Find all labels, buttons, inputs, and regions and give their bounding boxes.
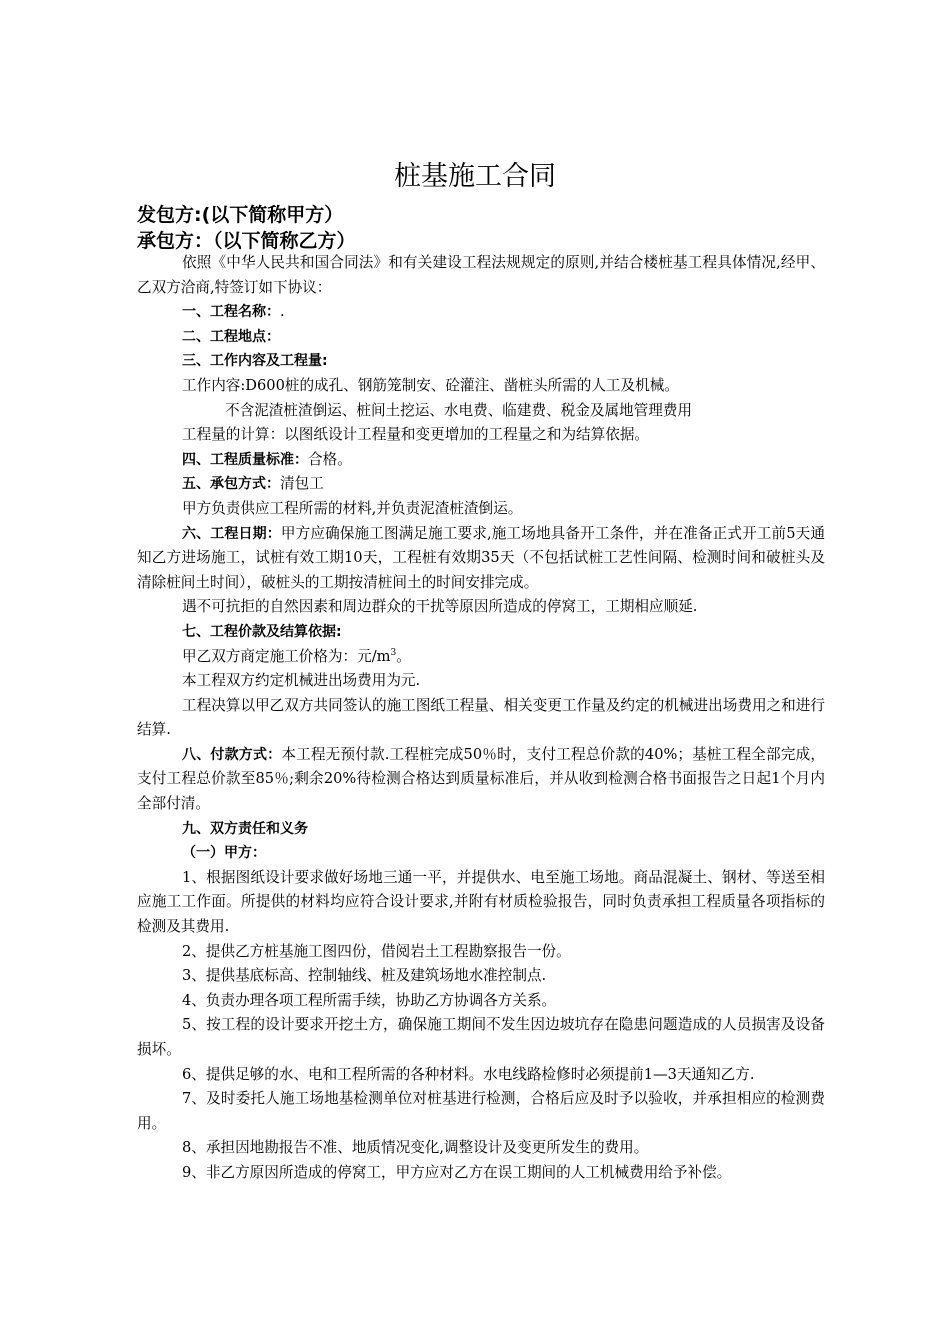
party-a-item: 7、及时委托人施工场地基检测单位对桩基进行检测，合格后应及时予以验收，并承担相应的检测费用。 <box>137 1090 825 1132</box>
section-quality <box>137 448 825 473</box>
party-a-item: 3、提供基底标高、控制轴线、桩及建筑场地水准控制点. <box>182 967 547 985</box>
employer-line: 发包方:(以下简称甲方） <box>137 204 344 226</box>
section-price <box>137 620 825 645</box>
party-a-item: 2、提供乙方桩基施工图四份，借阅岩土工程勘察报告一份。 <box>182 942 571 960</box>
section-label: 七、工程价款及结算依据: <box>182 623 342 640</box>
scope-content: 工作内容:D600桩的成孔、钢筋笼制安、砼灌注、凿桩头所需的人工及机械。 <box>182 376 679 394</box>
section-label: 八、付款方式： <box>182 746 282 763</box>
section-label: 三、工作内容及工程量: <box>182 353 328 370</box>
machine-fee: 本工程双方约定机械进出场费用为元. <box>182 672 421 690</box>
settlement-basis: 工程决算以甲乙双方共同签认的施工图纸工程量、相关变更工作量及约定的机械进出场费用之和进行结算. <box>137 696 825 739</box>
section-label: 四、工程质量标准： <box>182 451 308 468</box>
scope-calculation: 工程量的计算：以图纸设计工程量和变更增加的工程量之和为结算依据。 <box>182 426 650 444</box>
party-a-item: 9、非乙方原因所造成的停窝工，甲方应对乙方在误工期间的人工机械费用给予补偿。 <box>182 1163 732 1181</box>
section-label: 九、双方责任和义务 <box>182 820 308 837</box>
scope-excluded: 不含泥渣桩渣倒运、桩间土挖运、水电费、临建费、税金及属地管理费用 <box>225 401 693 419</box>
section-project-name <box>137 300 825 325</box>
section-value: 清包工 <box>280 475 324 493</box>
contract-mode-note: 甲方负责供应工程所需的材料,并负责泥渣桩渣倒运。 <box>182 499 523 517</box>
section-value: 合格。 <box>308 450 352 468</box>
party-a-item: 1、根据图纸设计要求做好场地三通一平，并提供水、电至施工场地。商品混凝土、钢材、等送至相应施工工作面。所提供的材料均应符合设计要求,并附有材质检验报告，同时负责承担工程质量各项指标的检测及其费用. <box>137 868 825 936</box>
party-a-item: 5、按工程的设计要求开挖土方，确保施工期间不发生因边坡坑存在隐患问题造成的人员损害及设备损坏。 <box>137 1016 825 1058</box>
price-unit-superscript: 3 <box>390 647 397 658</box>
section-value: 本工程无预付款.工程桩完成50％时，支付工程总价款的40%；基桩工程全部完成，支付工程总价款至85％;剩余20%待检测合格达到质量标准后，并从收到检测合格书面报告之日起1个月内全部付清。 <box>137 745 825 813</box>
section-responsibilities <box>137 817 825 842</box>
section-project-location <box>137 325 825 350</box>
contract-body <box>137 251 825 1186</box>
price-line <box>137 645 825 670</box>
schedule-delay: 遇不可抗拒的自然因素和周边群众的干扰等原因所造成的停窝工，工期相应顺延. <box>182 598 698 616</box>
subsection-label: （一）甲方： <box>182 845 266 862</box>
party-a-item: 8、承担因地勘报告不准、地质情况变化,调整设计及变更所发生的费用。 <box>182 1139 649 1157</box>
intro-paragraph: 依照《中华人民共和国合同法》和有关建设工程法规规定的原则,并结合楼桩基工程具体情况,经甲、乙双方洽商,特签订如下协议： <box>137 254 825 296</box>
price-end: 。 <box>396 647 411 665</box>
section-payment <box>137 743 825 817</box>
contract-title: 桩基施工合同 <box>394 161 556 192</box>
section-schedule <box>137 522 825 596</box>
section-value: 甲方应确保施工图满足施工要求,施工场地具备开工条件，并在准备正式开工前5天通知乙方进场施工，试桩有效工期10天，工程桩有效期35天（不包括试桩工艺性间隔、检测时间和破桩头及清除桩间土时间），破桩头的工期按清桩间土的时间安排完成。 <box>137 524 825 591</box>
party-a-heading <box>137 841 825 866</box>
section-value: . <box>280 303 285 321</box>
section-label: 六、工程日期： <box>182 525 281 542</box>
party-a-item: 6、提供足够的水、电和工程所需的各种材料。水电线路检修时必须提前1—3天通知乙方. <box>182 1065 755 1083</box>
section-scope <box>137 349 825 374</box>
price-text: 甲乙双方商定施工价格为：元/m <box>182 647 391 665</box>
section-label: 一、工程名称： <box>182 304 280 321</box>
section-label: 五、承包方式： <box>182 476 280 493</box>
section-label: 二、工程地点： <box>182 328 280 345</box>
section-contract-mode <box>137 472 825 497</box>
party-a-item: 4、负责办理各项工程所需手续，协助乙方协调各方关系。 <box>182 991 557 1009</box>
contractor-line: 承包方：（以下简称乙方） <box>137 230 356 252</box>
